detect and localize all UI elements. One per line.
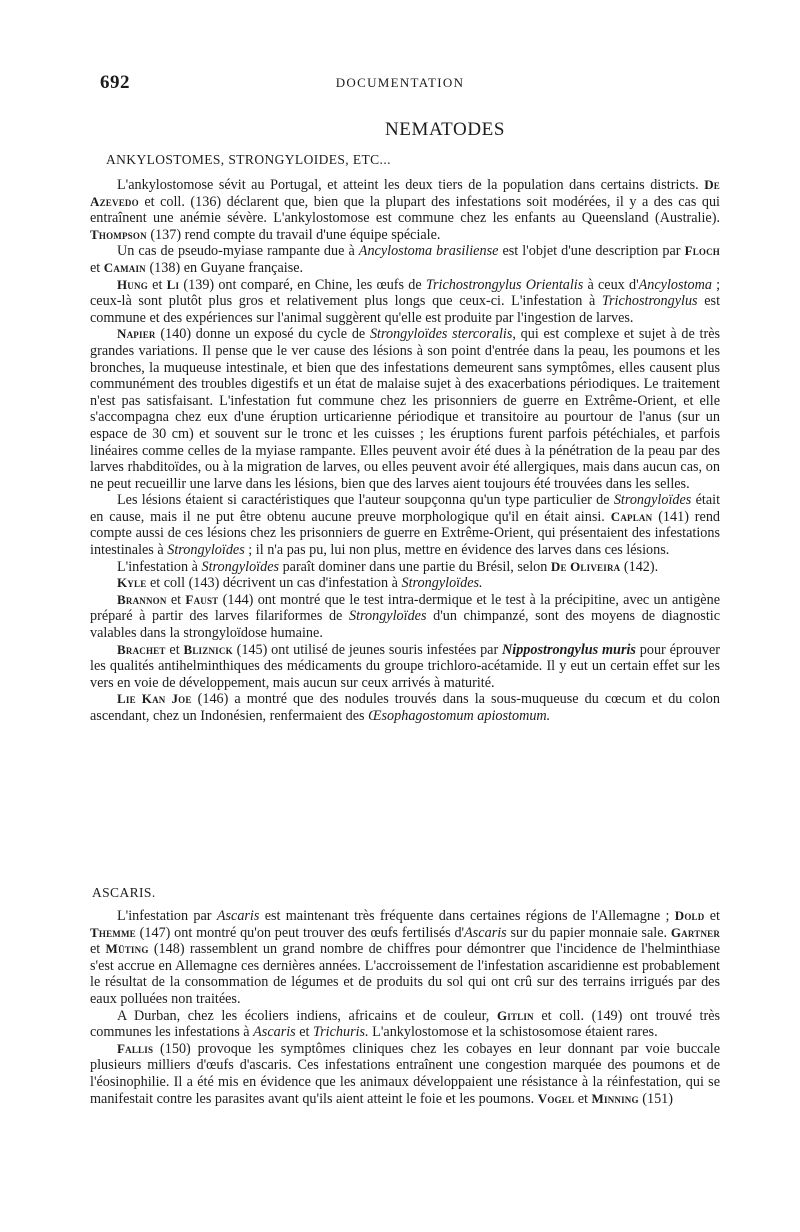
author-name: Camain [103, 259, 146, 275]
species-name: Strongyloïdes stercoralis, [369, 326, 516, 343]
species-name: Strongyloïdes [201, 558, 280, 575]
author-name: Minning [591, 1090, 639, 1106]
paragraph-10: Lie Kan Joe (146) a montré que des nodules trouvés dans la sous-muqueuse du cœcum et du colon ascendant, chez un Indonésien, renfermaient des Œsophagostomum apiostomum. [90, 691, 720, 724]
species-name: Strongyloïdes [348, 608, 427, 625]
author-name: Vogel [537, 1090, 575, 1106]
author-name: Napier [117, 326, 156, 342]
species-name: Strongyloïdes. [401, 575, 483, 592]
paragraph-4: Napier (140) donne un exposé du cycle de Strongyloïdes stercoralis, qui est complexe et sujet à de très grandes variations. Il pense que le ver cause des lésions à son point d'entrée dans la peau, les poumons et les bronches, la muqueuse intestinale, et bien que des infestations demeurent sans symptômes, elles causent plus communément des troubles digestifs et un état de malaise sujet à des exacerbations périodiques. Le traitement n'est pas satisfaisant. L'infestation fut commune chez les prisonniers de guerre en Extrême-Orient, et elle s'accompagna chez eux d'une éruption urticarienne périodique et transitoire au pourtour de l'anus (sur un espace de 30 cm) et souvent sur le tronc et les cuisses ; les éruptions furent parfois pétéchiales, et parfois linéaires comme celles de la myiase rampante. Elles peuvent avoir été dues à la pénétration de la peau par des larves rhabditoïdes, ou à la migration de larves, ou elles peuvent avoir été allergiques, mais dans aucun cas, on ne peut recueillir une larve dans les lésions, bien que des larves aient toujours été trouvées dans les selles. [90, 326, 721, 492]
species-name: Ascaris [253, 1024, 296, 1041]
paragraph-11: L'infestation par Ascaris est maintenant très fréquente dans certaines régions de l'Allemagne ; Dold et Themme (147) ont montré qu'on peut trouver des œufs fertilisés d'Ascaris sur du papier monnaie sale. Gartner et Müting (148) rassemblent un grand nombre de chiffres pour démontrer que l'incidence de l'helminthiase s'est accrue en Allemagne ces dernières années. L'accroissement de l'infestation ascaridienne est probablement le résultat de la consommation de légumes et de produits du sol qui ont crû sur des terrains irrigués par des eaux polluées non traitées. [90, 908, 721, 1007]
species-name: Trichuris. [313, 1024, 369, 1041]
paragraph-8: Brannon et Faust (144) ont montré que le test intra-dermique et le test à la précipitine, avec un antigène préparé à partir des larves filariformes de Strongyloïdes d'un chimpanzé, sont des moyens de diagnostic valables dans la strongyloïdose humaine. [90, 591, 721, 642]
author-name: Themme [90, 924, 136, 940]
author-name: Bliznick [183, 641, 233, 657]
paragraph-6: L'infestation à Strongyloïdes paraît dominer dans une partie du Brésil, selon De Oliveira (142). [117, 558, 659, 575]
author-name: Dold [674, 908, 705, 923]
species-name: Ancylostoma brasiliense [358, 243, 499, 260]
author-name: Floch [684, 243, 721, 259]
species-name: Strongyloïdes [613, 492, 692, 509]
paragraph-1: L'ankylostomose sévit au Portugal, et atteint les deux tiers de la population dans certains districts. De Azevedo et coll. (136) déclarent que, bien que la plupart des infestations soit modérées, il y a des cas qui entraînent une anémie sévère. L'ankylostomose est commune chez les enfants au Queensland (Australie). Thompson (137) rend compte du travail d'une équipe spéciale. [90, 177, 721, 243]
subheading-ankylostomes: ANKYLOSTOMES, STRONGYLOIDES, ETC... [106, 152, 391, 167]
author-name: Faust [185, 591, 219, 607]
species-name: Nippostrongylus muris [502, 641, 636, 658]
paragraph-5: Les lésions étaient si caractéristiques que l'auteur soupçonna qu'un type particulier de Strongyloïdes était en cause, mais il ne put être obtenu aucune preuve morphologique qu'il en était ainsi. Caplan (141) rend compte aussi de ces lésions chez les prisonniers de guerre en Extrême-Orient, qui présentaient des infestations intestinales à Strongyloïdes ; il n'a pas pu, lui non plus, mettre en évidence des larves dans ces lésions. [90, 492, 721, 559]
author-name: Lie Kan Joe [117, 691, 192, 707]
author-name: De Azevedo [90, 177, 721, 209]
paragraph-2: Un cas de pseudo-myiase rampante due à Ancylostoma brasiliense est l'objet d'une description par Floch et Camain (138) en Guyane française. [90, 243, 721, 276]
author-name: Brachet [117, 641, 166, 657]
author-name: Gartner [670, 924, 721, 940]
section-title: NEMATODES [384, 119, 506, 140]
author-name: De Oliveira [550, 558, 621, 574]
ascaris-body [90, 908, 720, 1107]
author-name: Caplan [610, 508, 653, 524]
paragraph-12: A Durban, chez les écoliers indiens, africains et de couleur, Gitlin et coll. (149) ont trouvé très communes les infestations à Ascaris et Trichuris. L'ankylostomose et la schistosomose étaient rares. [90, 1007, 721, 1041]
species-name: Trichostrongylus [601, 293, 698, 310]
author-name: Hung [117, 276, 148, 292]
paragraph-13: Fallis (150) provoque les symptômes cliniques chez les cobayes en leur donnant par voie buccale plusieurs milliers d'œufs d'ascaris. Ces infestations entraînent une congestion marquée des poumons et de l'éosinophilie. Il a été mis en évidence que les animaux développaient une résistance à la réinfestation, qui se manifestait contre les parasites avant qu'ils aient atteint le foie et les poumons. Vogel et Minning (151) [90, 1040, 720, 1107]
species-name: Strongyloïdes [167, 542, 245, 559]
paragraph-9: Brachet et Bliznick (145) ont utilisé de jeunes souris infestées par Nippostrongylus muris pour éprouver les qualités antihelminthiques des médicaments du groupe trichloro-acétamide. Il y eut un certain effet sur les vers en voie de développement, mais aucun sur ceux arrivés à maturité. [90, 641, 721, 691]
running-head: DOCUMENTATION [335, 75, 465, 90]
species-name: Trichostrongylus Orientalis [425, 276, 584, 293]
species-name: Œsophagostomum apiostomum. [368, 708, 551, 724]
species-name: Ascaris [464, 924, 507, 941]
author-name: Kyle [117, 575, 147, 591]
page-number: 692 [100, 72, 130, 93]
ankylostomes-body [90, 177, 720, 725]
subheading-ascaris: ASCARIS. [92, 885, 156, 900]
author-name: Thompson [90, 226, 147, 242]
species-name: Ancylostoma [638, 276, 712, 293]
author-name: Li [166, 276, 180, 292]
author-name: Fallis [117, 1040, 154, 1056]
paragraph-7: Kyle et coll (143) décrivent un cas d'infestation à Strongyloïdes. [117, 575, 483, 592]
author-name: Müting [105, 941, 149, 957]
species-name: Ascaris [216, 908, 260, 924]
paragraph-3: Hung et Li (139) ont comparé, en Chine, les œufs de Trichostrongylus Orientalis à ceux d'Ancylostoma ; ceux-là sont plutôt plus gros et relativement plus longs que ceux-ci. L'infestation à Trichostrongylus est commune et des expériences sur l'animal suggèrent qu'elle est produite par l'ingestion de larves. [90, 276, 721, 326]
author-name: Gitlin [496, 1007, 534, 1023]
author-name: Brannon [117, 591, 167, 607]
